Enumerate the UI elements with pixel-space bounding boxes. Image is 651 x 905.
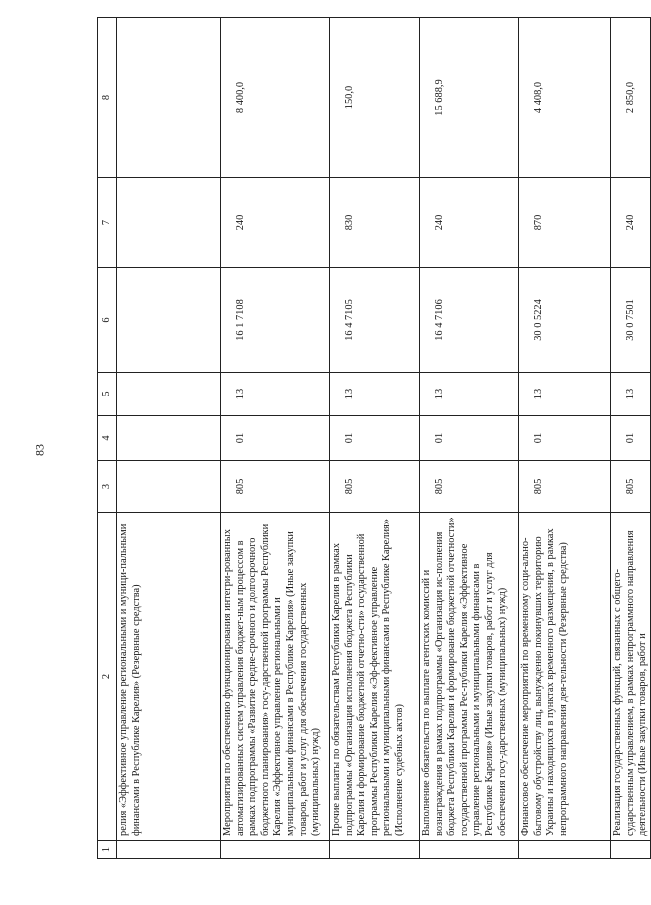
row-1-col-1 [221,840,330,859]
row-1-description: Мероприятия по обеспечению функционирования интегри-рованных автоматизированных систем управления бюджет-ным процессом в рамках подпрограммы «Развитие средне-срочного и долгосрочного бюджетного планирования» госу-дарственной программы Республики Карелия «Эффективное управление региональными и муниципальными финансами в Республике Карелия» (Иные закупки товаров, работ и услуг для обеспечения государственных (муниципальных) нужд) [221,512,330,840]
row-0-target-article [117,267,221,372]
header-col-2: 2 [97,512,117,840]
row-5-target-article: 30 0 7501 [611,267,651,372]
budget-table [97,17,649,859]
row-4-amount: 4 408,0 [519,17,611,177]
row-4-col-1 [519,840,611,859]
row-2-expense-type: 830 [330,177,420,267]
row-0-section-code [117,415,221,460]
row-5-expense-type: 240 [611,177,651,267]
header-col-5: 5 [97,372,117,415]
row-0-col-1 [117,840,221,859]
header-col-7: 7 [97,177,117,267]
row-0-expense-type [117,177,221,267]
row-5-ministry-code: 805 [611,460,651,512]
row-0-ministry-code [117,460,221,512]
row-2-amount: 150,0 [330,17,420,177]
row-2-col-1 [330,840,420,859]
row-3-subsection-code: 13 [420,372,519,415]
row-2-target-article: 16 4 7105 [330,267,420,372]
row-1-target-article: 16 1 7108 [221,267,330,372]
row-4-subsection-code: 13 [519,372,611,415]
row-5-subsection-code: 13 [611,372,651,415]
row-2-section-code: 01 [330,415,420,460]
row-3-section-code: 01 [420,415,519,460]
row-2-ministry-code: 805 [330,460,420,512]
header-col-6: 6 [97,267,117,372]
row-0-amount [117,17,221,177]
header-col-4: 4 [97,415,117,460]
row-0-description: релия «Эффективное управление региональными и муници-пальными финансами в Республике Карелия» (Резервные средства) [117,512,221,840]
row-3-amount: 15 688,9 [420,17,519,177]
row-1-amount: 8 400,0 [221,17,330,177]
row-1-expense-type: 240 [221,177,330,267]
row-3-col-1 [420,840,519,859]
header-col-1: 1 [97,840,117,859]
header-col-3: 3 [97,460,117,512]
row-5-col-1 [611,840,651,859]
row-4-section-code: 01 [519,415,611,460]
row-5-amount: 2 850,0 [611,17,651,177]
row-3-target-article: 16 4 7106 [420,267,519,372]
row-3-description: Выполнение обязательств по выплате агентских комиссий и вознаграждения в рамках подпрограммы «Организация ис-полнения бюджета Республики Карелия и формирование бюджетной отчетности» государственной программы Рес-публики Карелия «Эффективное управление региональными и муниципальными финансами в Республике Карелия» (Иные закупки товаров, работ и услуг для обеспечения госу-дарственных (муниципальных) нужд) [420,512,519,840]
row-3-expense-type: 240 [420,177,519,267]
row-1-section-code: 01 [221,415,330,460]
header-col-8: 8 [97,17,117,177]
budget-table-grid [97,17,649,859]
row-2-description: Прочие выплаты по обязательствам Республики Карелия в рамках подпрограммы «Организация исполнения бюджета Республики Карелия и формирование бюджетной отчетно-сти» государственной программы Республики Карелия «Эф-фективное управление региональными и муниципальными финансами в Республике Карелия» (Исполнение судебных актов) [330,512,420,840]
row-5-description: Реализация государственных функций, связанных с общего-сударственным управлением, в рамках непрограммного направления деятельности (Иные закупки товаров, работ и [611,512,651,840]
row-5-section-code: 01 [611,415,651,460]
row-1-subsection-code: 13 [221,372,330,415]
row-2-subsection-code: 13 [330,372,420,415]
row-3-ministry-code: 805 [420,460,519,512]
row-4-ministry-code: 805 [519,460,611,512]
row-4-target-article: 30 0 5224 [519,267,611,372]
row-1-ministry-code: 805 [221,460,330,512]
row-0-subsection-code [117,372,221,415]
page-number: 83 [32,444,47,456]
row-4-description: Финансовое обеспечение мероприятий по временному соци-ально-бытовому обустройству лиц, вынужденно покинувших территорию Украины и находящихся в пунктах временного размещения, в рамках непрограммного направления дея-тельности (Резервные средства) [519,512,611,840]
row-4-expense-type: 870 [519,177,611,267]
